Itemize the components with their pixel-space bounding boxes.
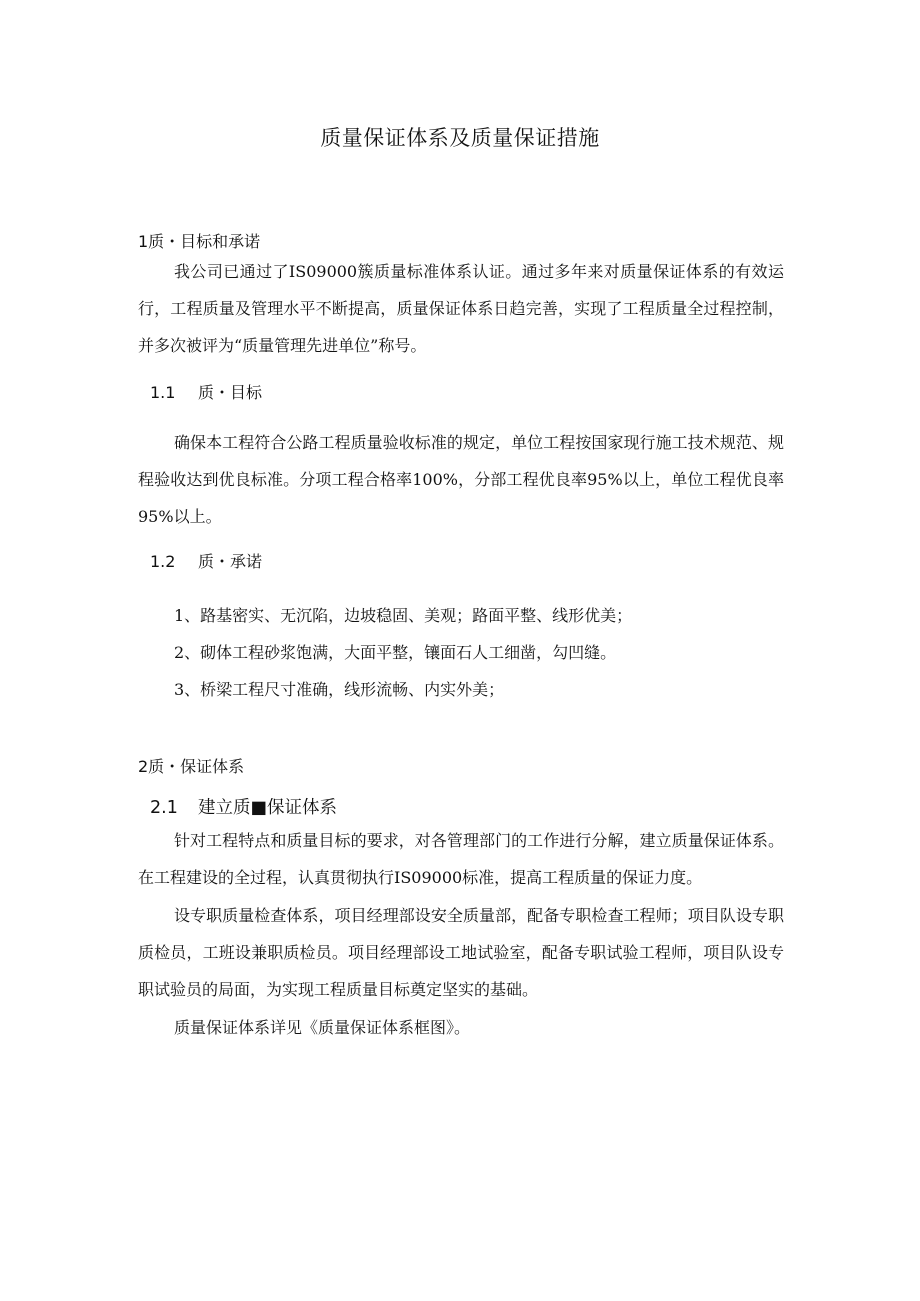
subsection-heading-1-1 [150,380,262,403]
subsection-2-1-paragraph: 设专职质量检查体系，项目经理部设安全质量部，配备专职检查工程师；项目队设专职质检员，工班设兼职质检员。项目经理部设工地试验室，配备专职试验工程师，项目队设专职试验员的局面，为实现工程质量目标奠定坚实的基础。 [138,906,784,999]
subsection-number: 1.2 [150,552,176,571]
subsection-title: 建立质■保证体系 [198,798,338,818]
subsection-number: 1.1 [150,383,176,402]
subsection-2-1-paragraph: 质量保证体系详见《质量保证体系框图》。 [174,1018,471,1037]
section-heading-1: 1质・目标和承诺 [138,232,261,251]
page-title: 质量保证体系及质量保证措施 [320,126,600,150]
subsection-2-1-paragraph: 针对工程特点和质量目标的要求，对各管理部门的工作进行分解，建立质量保证体系。在工程建设的全过程，认真贯彻执行IS09000标准，提高工程质量的保证力度。 [138,831,784,887]
subsection-title: 质・承诺 [198,552,263,571]
subsection-heading-2-1 [150,794,337,819]
subsection-number: 2.1 [150,798,178,818]
commitment-list-item: 1、路基密实、无沉陷，边坡稳固、美观；路面平整、线形优美； [174,606,633,625]
section-1-intro-paragraph: 我公司已通过了IS09000簇质量标准体系认证。通过多年来对质量保证体系的有效运行，工程质量及管理水平不断提高，质量保证体系日趋完善，实现了工程质量全过程控制，并多次被评为“质量管理先进单位”称号。 [138,262,784,355]
commitment-list-item: 3、桥梁工程尺寸准确，线形流畅、内实外美； [174,680,505,699]
section-heading-2: 2质・保证体系 [138,757,245,776]
subsection-heading-1-2 [150,549,262,572]
commitment-list-item: 2、砌体工程砂浆饱满，大面平整，镶面石人工细凿，勾凹缝。 [174,643,617,662]
subsection-title: 质・目标 [198,383,263,402]
subsection-1-1-paragraph: 确保本工程符合公路工程质量验收标准的规定，单位工程按国家现行施工技术规范、规程验收达到优良标准。分项工程合格率100%，分部工程优良率95%以上，单位工程优良率95%以上。 [138,433,784,526]
